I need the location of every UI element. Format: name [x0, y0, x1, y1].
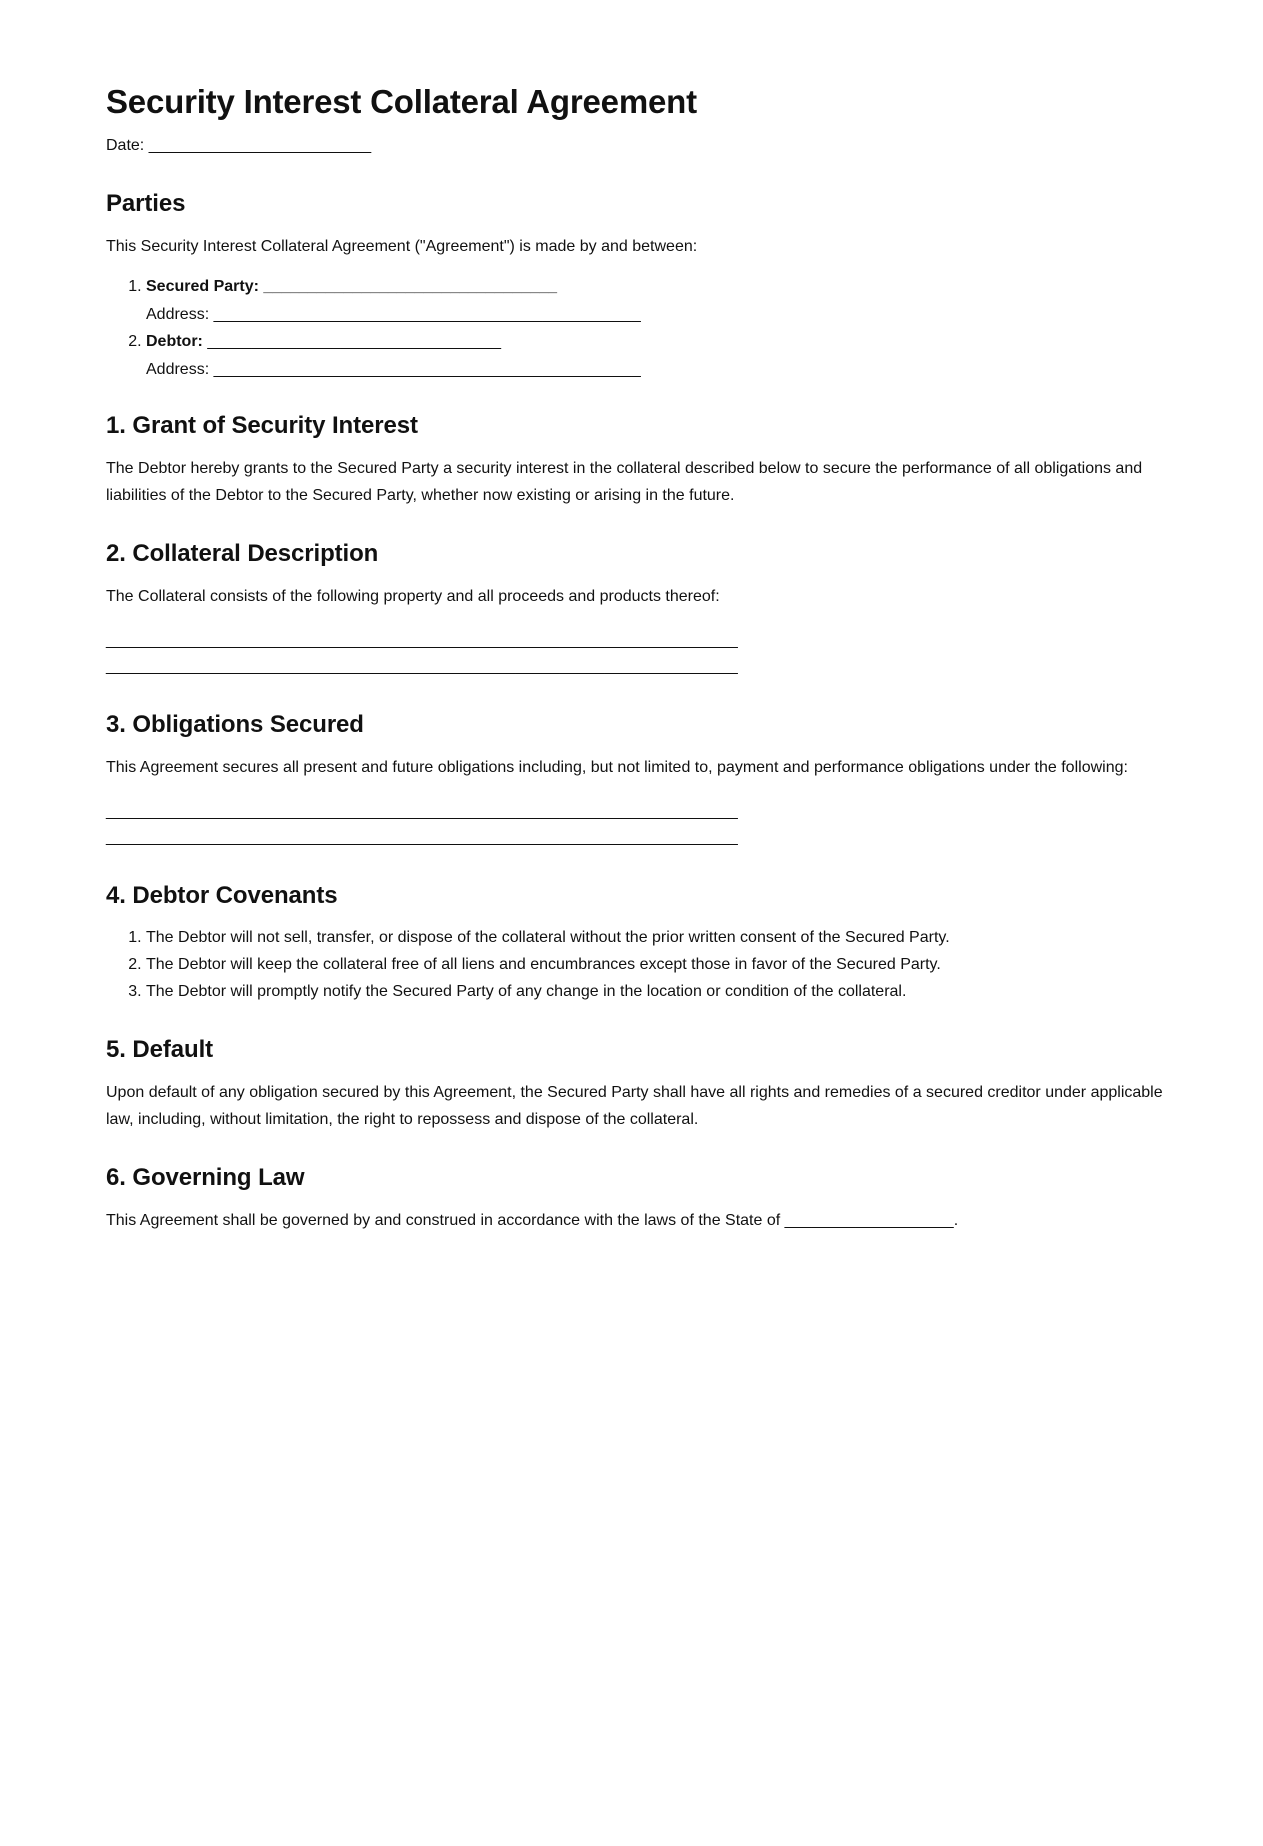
covenants-section [106, 881, 1166, 1005]
document-title: Security Interest Collateral Agreement [106, 83, 697, 120]
parties-intro: This Security Interest Collateral Agreement ("Agreement") is made by and between: [106, 238, 698, 255]
collateral-section [106, 539, 1166, 680]
covenants-list [106, 924, 1166, 1005]
parties-section [106, 189, 1166, 383]
governing-law-heading: 6. Governing Law [106, 1164, 305, 1191]
default-heading: 5. Default [106, 1036, 214, 1063]
collateral-blank-line: _______________________________________________________________________ [106, 658, 738, 675]
covenant-item: 1. The Debtor will not sell, transfer, or dispose of the collateral without the prior written consent of the Secured Party. [146, 924, 1166, 951]
covenant-item: 3. The Debtor will promptly notify the Secured Party of any change in the location or condition of the collateral. [146, 978, 1166, 1005]
obligations-blank-line: _______________________________________________________________________ [106, 829, 738, 846]
collateral-blank-lines [106, 628, 1166, 680]
debtor-label: Debtor: [146, 333, 203, 350]
secured-party-blank: _________________________________ [258, 278, 558, 295]
party-item-secured [146, 273, 1166, 328]
covenant-item: 2. The Debtor will keep the collateral free of all liens and encumbrances except those in favor of the Secured Party. [146, 951, 1166, 978]
debtor-address: Address: ________________________________________________ [146, 361, 641, 378]
grant-text: The Debtor hereby grants to the Secured Party a security interest in the collateral described below to secure the performance of all obligations and liabilities of the Debtor to the Secured Party, whether now existing or arising in the future. [106, 460, 1143, 504]
collateral-blank-line: _______________________________________________________________________ [106, 632, 738, 649]
secured-party-label: Secured Party: [146, 278, 259, 295]
parties-heading: Parties [106, 190, 186, 217]
party-item-debtor [146, 328, 1166, 383]
document-body [106, 80, 1166, 1234]
obligations-section [106, 710, 1166, 851]
obligations-blank-lines [106, 799, 1166, 851]
default-section [106, 1035, 1166, 1133]
obligations-heading: 3. Obligations Secured [106, 711, 364, 738]
debtor-blank: _________________________________ [202, 333, 501, 350]
collateral-heading: 2. Collateral Description [106, 540, 379, 567]
default-text: Upon default of any obligation secured by this Agreement, the Secured Party shall have all rights and remedies of a secured creditor under applicable law, including, without limitation, the right to repossess and dispose of the collateral. [106, 1084, 1163, 1128]
secured-party-address: Address: ________________________________________________ [146, 306, 641, 323]
obligations-blank-line: _______________________________________________________________________ [106, 803, 738, 820]
parties-list [106, 273, 1166, 383]
grant-heading: 1. Grant of Security Interest [106, 412, 418, 439]
obligations-text: This Agreement secures all present and future obligations including, but not limited to, payment and performance obligations under the following: [106, 759, 1128, 776]
covenants-heading: 4. Debtor Covenants [106, 882, 338, 909]
collateral-text: The Collateral consists of the following property and all proceeds and products thereof: [106, 588, 720, 605]
governing-law-text: This Agreement shall be governed by and construed in accordance with the laws of the State of ___________________. [106, 1212, 959, 1229]
governing-law-section [106, 1163, 1166, 1234]
date-field: Date: _________________________ [106, 137, 372, 154]
grant-section [106, 411, 1166, 509]
